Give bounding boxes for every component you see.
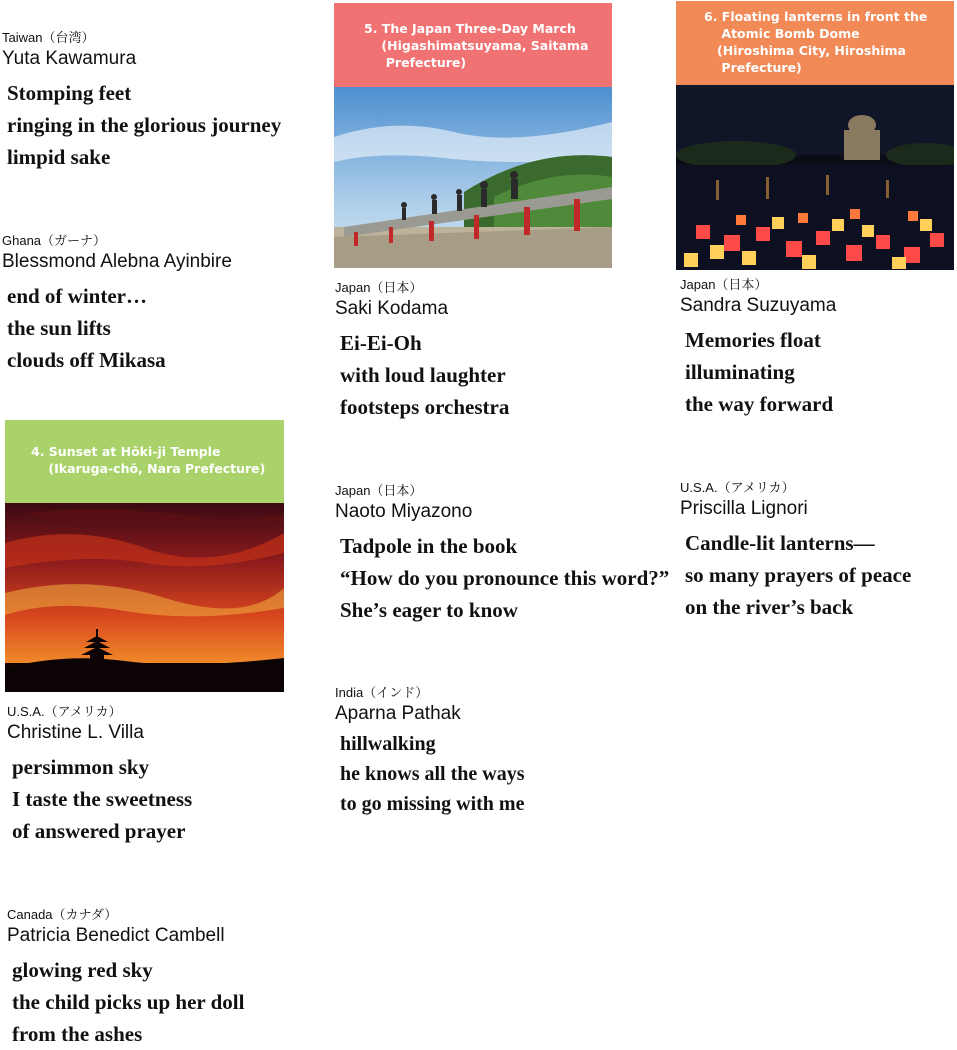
haiku-line: hillwalking: [340, 733, 436, 755]
photo-card-sunset: [5, 420, 284, 692]
haiku-line: to go missing with me: [340, 793, 525, 815]
haiku-line: glowing red sky: [12, 958, 153, 982]
haiku-line: the way forward: [685, 392, 834, 416]
haiku-line: with loud laughter: [340, 363, 506, 387]
card-caption: 6. Floating lanterns in front the Atomic Bomb Dome (Hiroshima City, Hiroshima Prefecture): [676, 1, 954, 85]
haiku-entry: [680, 277, 836, 420]
author-name: Aparna Pathak: [335, 703, 461, 724]
haiku-line: Candle-lit lanterns—: [685, 531, 875, 555]
haiku-line: persimmon sky: [12, 755, 150, 779]
haiku-entry: [2, 30, 281, 173]
haiku-entry: [680, 480, 911, 623]
haiku-text: [340, 729, 524, 819]
author-name: Yuta Kawamura: [2, 48, 137, 69]
haiku-line: Tadpole in the book: [340, 534, 518, 558]
haiku-line: limpid sake: [7, 145, 111, 169]
country-label: Taiwan（台湾）: [2, 30, 95, 45]
haiku-text: [340, 327, 509, 423]
haiku-line: of answered prayer: [12, 819, 186, 843]
haiku-entry: [335, 685, 524, 819]
haiku-line: Memories float: [685, 328, 821, 352]
haiku-line: illuminating: [685, 360, 795, 384]
country-label: U.S.A.（アメリカ）: [7, 704, 122, 719]
author-name: Saki Kodama: [335, 298, 449, 319]
photo-card-march: [334, 3, 612, 268]
haiku-line: Ei-Ei-Oh: [340, 331, 422, 355]
author-name: Priscilla Lignori: [680, 498, 808, 519]
card-caption: 4. Sunset at Hōki-ji Temple (Ikaruga-chō, Nara Prefecture): [5, 420, 284, 503]
haiku-text: [685, 527, 911, 623]
haiku-text: [12, 751, 192, 847]
haiku-line: She’s eager to know: [340, 598, 518, 622]
country-label: Japan（日本）: [335, 483, 423, 498]
haiku-line: from the ashes: [12, 1022, 143, 1046]
haiku-text: [12, 954, 244, 1050]
country-label: Ghana（ガーナ）: [2, 233, 107, 248]
haiku-text: [685, 324, 836, 420]
photo-card-lanterns: [676, 1, 954, 270]
haiku-entry: [335, 483, 669, 626]
haiku-line: the child picks up her doll: [12, 990, 245, 1014]
country-label: India（インド）: [335, 685, 429, 700]
haiku-line: so many prayers of peace: [685, 563, 912, 587]
author-name: Christine L. Villa: [7, 722, 144, 743]
sunset-photo: [5, 503, 284, 692]
author-name: Sandra Suzuyama: [680, 295, 837, 316]
author-name: Patricia Benedict Cambell: [7, 925, 225, 946]
haiku-line: he knows all the ways: [340, 763, 525, 785]
haiku-line: clouds off Mikasa: [7, 348, 166, 372]
march-photo: [334, 87, 612, 268]
haiku-entry: [7, 907, 244, 1050]
haiku-text: [340, 530, 669, 626]
haiku-line: on the river’s back: [685, 595, 854, 619]
author-name: Blessmond Alebna Ayinbire: [2, 251, 232, 272]
haiku-text: [7, 280, 232, 376]
country-label: Japan（日本）: [335, 280, 423, 295]
lanterns-photo: [676, 85, 954, 270]
card-caption: 5. The Japan Three-Day March (Higashimatsuyama, Saitama Prefecture): [334, 3, 612, 87]
haiku-entry: [7, 704, 192, 847]
haiku-line: I taste the sweetness: [12, 787, 193, 811]
haiku-entry: [335, 280, 509, 423]
author-name: Naoto Miyazono: [335, 501, 473, 522]
haiku-line: ringing in the glorious journey: [7, 113, 282, 137]
haiku-line: the sun lifts: [7, 316, 111, 340]
haiku-entry: [2, 233, 232, 376]
country-label: U.S.A.（アメリカ）: [680, 480, 795, 495]
haiku-line: Stomping feet: [7, 81, 132, 105]
haiku-line: end of winter…: [7, 284, 147, 308]
country-label: Japan（日本）: [680, 277, 768, 292]
haiku-line: “How do you pronounce this word?”: [340, 566, 670, 590]
country-label: Canada（カナダ）: [7, 907, 118, 922]
haiku-text: [7, 77, 281, 173]
haiku-line: footsteps orchestra: [340, 395, 510, 419]
